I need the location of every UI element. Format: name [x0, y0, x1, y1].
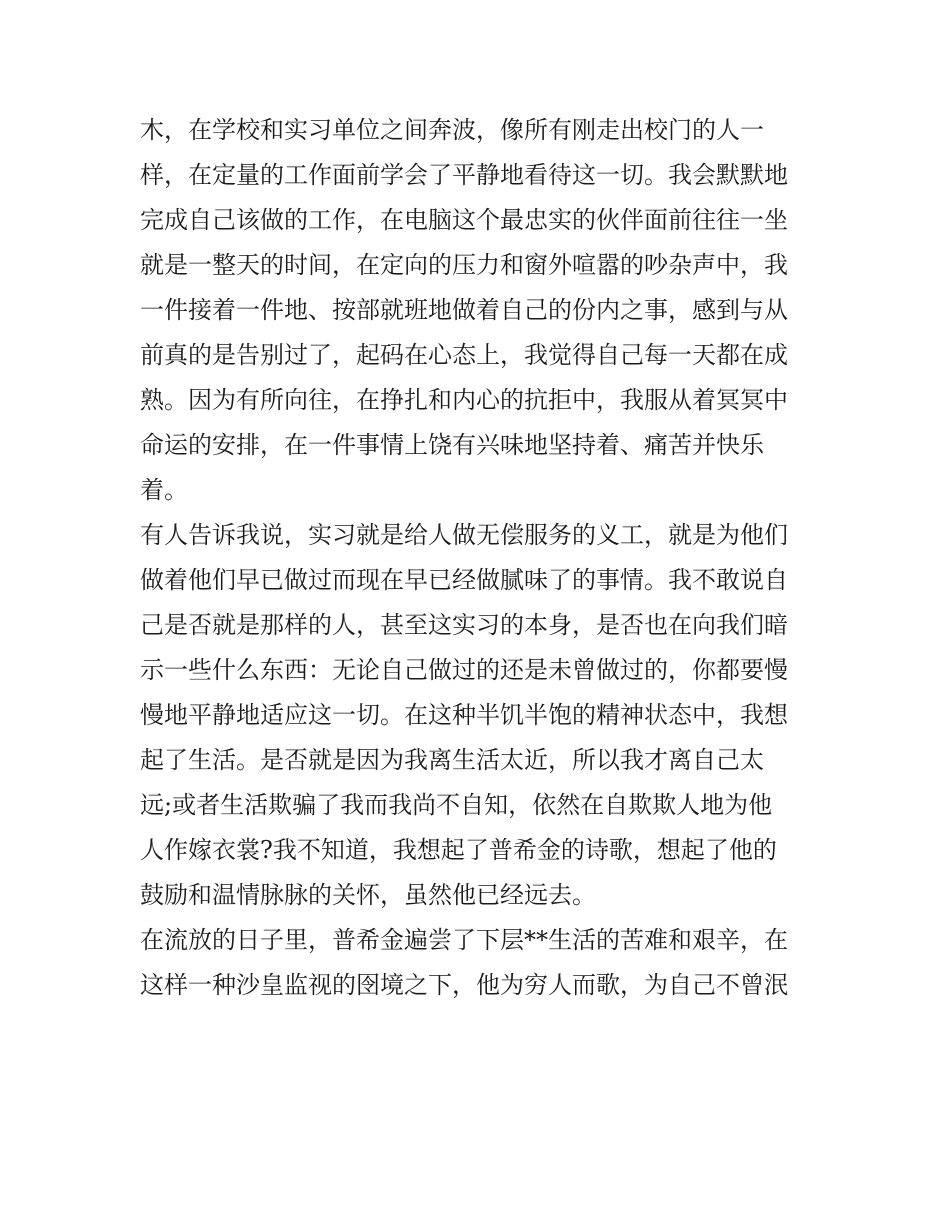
body-text: [140, 108, 820, 1008]
text-line: 命运的安排，在一件事情上饶有兴味地坚持着、痛苦并快乐: [140, 431, 764, 459]
text-line: 起了生活。是否就是因为我离生活太近，所以我才离自己太: [140, 746, 764, 774]
text-line: 在流放的日子里，普希金遍尝了下层**生活的苦难和艰辛，在: [140, 926, 788, 954]
text-line: 远;或者生活欺骗了我而我尚不自知，依然在自欺欺人地为他: [140, 791, 773, 819]
text-line: 示一些什么东西：无论自己做过的还是未曾做过的，你都要慢: [140, 656, 788, 684]
text-line: 有人告诉我说，实习就是给人做无偿服务的义工，就是为他们: [140, 521, 788, 549]
text-line: 样，在定量的工作面前学会了平静地看待这一切。我会默默地: [140, 161, 788, 189]
text-line: 一件接着一件地、按部就班地做着自己的份内之事，感到与从: [140, 296, 788, 324]
text-line: 己是否就是那样的人，甚至这实习的本身，是否也在向我们暗: [140, 611, 788, 639]
text-line: 人作嫁衣裳?我不知道，我想起了普希金的诗歌，想起了他的: [140, 836, 777, 864]
text-line: 完成自己该做的工作，在电脑这个最忠实的伙伴面前往往一坐: [140, 206, 788, 234]
text-line: 熟。因为有所向往，在挣扎和内心的抗拒中，我服从着冥冥中: [140, 386, 788, 414]
text-line: 慢地平静地适应这一切。在这种半饥半饱的精神状态中，我想: [140, 701, 788, 729]
text-line: 前真的是告别过了，起码在心态上，我觉得自己每一天都在成: [140, 341, 788, 369]
text-line: 木，在学校和实习单位之间奔波，像所有刚走出校门的人一: [140, 116, 764, 144]
text-line: 着。: [140, 476, 188, 504]
text-line: 就是一整天的时间，在定向的压力和窗外喧嚣的吵杂声中，我: [140, 251, 788, 279]
text-line: 做着他们早已做过而现在早已经做腻味了的事情。我不敢说自: [140, 566, 788, 594]
text-line: 鼓励和温情脉脉的关怀，虽然他已经远去。: [140, 881, 596, 909]
text-line: 这样一种沙皇监视的囹境之下，他为穷人而歌，为自己不曾泯: [140, 971, 788, 999]
